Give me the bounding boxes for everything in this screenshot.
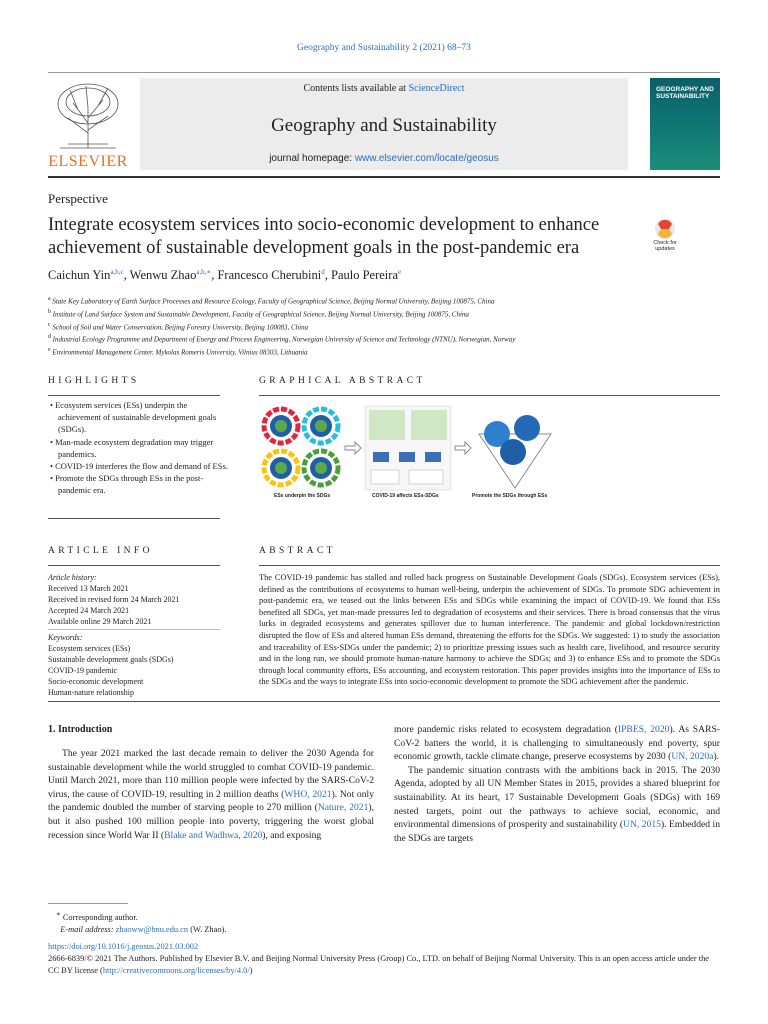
highlight-item: • Ecosystem services (ESs) underpin the achievement of sustainable development goals (SDGs).: [48, 399, 228, 436]
keyword-items: [48, 643, 228, 698]
keywords-label: Keywords:: [48, 633, 83, 642]
keyword-item[interactable]: Sustainable development goals (SDGs): [48, 655, 174, 664]
author-name[interactable]: Francesco Cherubini: [217, 268, 322, 283]
body-paragraph: The pandemic situation contrasts with the ambitions back in 2015. The 2030 Agenda, adopted by all UN Member States in 2015, provides a shared blueprint for sustainability. At its heart, 17 Sustainable Development Goals (SDGs) with 169 nested targets, point out the pathways to achieve social, economic, and environmental dimensions of prosperity and sustainability (UN, 2015). Embedded in the SDGs are targets: [394, 764, 720, 844]
author-affiliation-marker[interactable]: a,b,c: [110, 268, 124, 276]
history-item: Received 13 March 2021: [48, 584, 129, 593]
author-affiliation-marker[interactable]: e: [398, 268, 402, 276]
header-divider-bottom: [48, 176, 720, 178]
arrow-right-icon: [455, 442, 471, 454]
affiliation-item: $^d$ Industrial Ecology Programme and Department of Energy and Process Engineering, Norwegian University of Science and Technology (NTNU), Norwegian, Norway: [48, 334, 516, 344]
keyword-item[interactable]: COVID-19 pandemic: [48, 666, 118, 675]
check-updates-icon: [645, 218, 685, 240]
citation-link[interactable]: UN, 2020a: [671, 751, 714, 763]
header-divider-top: [48, 72, 720, 73]
check-for-updates-button[interactable]: Check for updates: [645, 218, 685, 262]
article-title: Integrate ecosystem services into socio-economic development to enhance achievement of sustainable development goals in the post-pandemic era: [48, 215, 600, 258]
promote-diagram: [479, 415, 551, 488]
affiliations: [48, 294, 720, 358]
body-paragraph: The year 2021 marked the last decade remain to deliver the 2030 Agenda for sustainable development while the world struggled to combat COVID-19 pandemic. Until March 2021, more than 110 million people were infected by the SARS-CoV-2 virus, the cause of COVID-19, resulting in 2 million deaths (WHO, 2021). Not only the pandemic doubled the number of starving people to 270 million (Nature, 2021), but it also pushed 100 million people into poverty, triggering the worst global recession since World War II (Blake and Wadhwa, 2020), and exposing: [48, 748, 374, 841]
email-link[interactable]: zhaoww@bnu.edu.cn: [115, 924, 189, 934]
highlights-heading: HIGHLIGHTS: [48, 376, 140, 386]
affiliation-item: $^e$ Environmental Management Center, Mykolas Romeris University, Vilnius 08303, Lithuania: [48, 347, 308, 357]
journal-reference[interactable]: Geography and Sustainability 2 (2021) 68–73: [297, 43, 471, 53]
keyword-item[interactable]: Socio-economic development: [48, 677, 144, 686]
highlight-item: • COVID-19 interferes the flow and demand of ESs.: [48, 460, 228, 472]
highlight-item: • Promote the SDGs through ESs in the post-pandemic era.: [48, 472, 228, 496]
homepage-line: journal homepage: www.elsevier.com/locate/geosus: [269, 153, 499, 164]
author-list: Caichun Yin$^{a,b,c}$, Wenwu Zhao$^{a,b,∗}$, Francesco Cherubini$^d$, Paulo Pereira$^e$: [48, 268, 402, 283]
affiliation-item: $^a$ State Key Laboratory of Earth Surface Processes and Resource Ecology, Faculty of Geographical Science, Beijing Normal University, Beijing 100875, China: [48, 296, 495, 306]
highlights-list: [48, 399, 228, 497]
footnote: ∗ Corresponding author. E-mail address: zhaoww@bnu.edu.cn (W. Zhao).: [56, 910, 227, 934]
journal-title: Geography and Sustainability: [271, 115, 497, 136]
arrow-right-icon: [345, 442, 361, 454]
highlights-divider-bottom: [48, 518, 220, 519]
author-affiliation-marker[interactable]: d: [321, 268, 325, 276]
author-name[interactable]: Paulo Pereira: [331, 268, 398, 283]
body-column-right: [394, 723, 720, 845]
graphical-abstract-divider: [259, 395, 720, 396]
article-info-heading: ARTICLE INFO: [48, 546, 153, 556]
graphical-abstract-caption: ESs underpin the SDGs: [274, 493, 331, 499]
keyword-item[interactable]: Ecosystem services (ESs): [48, 644, 131, 653]
author-name[interactable]: Wenwu Zhao: [129, 268, 197, 283]
keywords-divider: [48, 629, 220, 630]
journal-cover-image: GEOGRAPHY AND SUSTAINABILITY: [650, 78, 720, 170]
history-items: [48, 583, 228, 627]
citation-link[interactable]: WHO, 2021: [284, 788, 332, 800]
contents-line: Contents lists available at ScienceDirect: [303, 83, 465, 94]
abstract-heading: ABSTRACT: [259, 546, 336, 556]
citation-link[interactable]: Nature, 2021: [317, 802, 369, 814]
citation-link[interactable]: IPBES, 2020: [617, 724, 670, 735]
history-item: Accepted 24 March 2021: [48, 606, 130, 615]
body-column-left: [48, 747, 374, 842]
graphical-abstract-figure: [259, 404, 559, 504]
article-type: Perspective: [48, 191, 108, 206]
keyword-item[interactable]: Human-nature relationship: [48, 688, 134, 697]
publisher-name: ELSEVIER: [48, 153, 128, 170]
author-affiliation-marker[interactable]: a,b,∗: [196, 268, 212, 276]
abstract-text: The COVID-19 pandemic has stalled and rolled back progress on Sustainable Development Goals (SDGs). Ecosystem services (ESs), defined as the contributions of ecosystems to human well-being, underpin the achievement of SDGs. To promote SDG achievement in post-pandemic era, we teased out the links between ESs and SDGs while examining the impact of COVID-19. We found that ESs benefited all SDGs, yet man-made pressures led to degradation of ecosystems and their services. There is broad consensus that the virus lurks in degraded ecosystems and generates spillover due to human interference. The pandemic and global lockdown/restriction disrupted the flow of ESs and altered human ESs demand, threatening the efforts for the SDGs. We suggested: 1) to study the association and traceability of ESs-SDGs under the pandemic; 2) to prioritize pressing issues such as health care, livelihood, and resource security and in the long run, we should promote human-nature harmony to achieve the SDGs; and 3) to enhance ESs and to promote the SDGs through local community efforts, ESs accounting, and ecosystem restoration. This paper provides insights into the importance of ESs to the SDGs and the ways to integrate ESs into socio-economic development to promote the SDG achievement after the pandemic.: [259, 573, 720, 687]
author-name[interactable]: Caichun Yin: [48, 268, 111, 283]
graphical-abstract-caption: Promote the SDGs through ESs: [472, 493, 548, 499]
highlights-divider: [48, 395, 220, 396]
covid-diagram: [365, 406, 451, 490]
body-paragraph: more pandemic risks related to ecosystem degradation (IPBES, 2020). As SARS-CoV-2 batters the world, it is challenging to simultaneously end poverty, spur economic growth, tackle climate change, preserve ecosystems by 2030 (UN, 2020a).: [394, 724, 720, 763]
highlight-item: • Man-made ecosystem degradation may trigger pandemics.: [48, 436, 228, 460]
abstract-divider: [259, 565, 720, 566]
citation-link[interactable]: Blake and Wadhwa, 2020: [164, 829, 263, 841]
history-item: Received in revised form 24 March 2021: [48, 595, 180, 604]
history-item: Available online 29 March 2021: [48, 617, 152, 626]
sciencedirect-link[interactable]: ScienceDirect: [408, 83, 465, 94]
article-info-divider: [48, 565, 220, 566]
history-label: Article history:: [48, 573, 97, 582]
doi-link[interactable]: https://doi.org/10.1016/j.geosus.2021.03.002: [48, 942, 199, 951]
graphical-abstract-caption: COVID-19 affects ESs-SDGs: [372, 493, 439, 499]
abstract-divider-bottom: [48, 701, 720, 702]
article-history: [48, 572, 228, 627]
license-link[interactable]: http://creativecommons.org/licenses/by/4.0/: [102, 966, 250, 975]
affiliation-item: $^c$ School of Soil and Water Conservation, Beijing Forestry University, Beijing 100083, China: [48, 321, 309, 331]
keywords: [48, 632, 228, 698]
affiliation-item: $^b$ Institute of Land Surface System and Sustainable Development, Faculty of Geographical Science, Beijing Normal University, Beijing 100875, China: [48, 308, 469, 319]
introduction-heading: 1. Introduction: [48, 724, 113, 735]
footnote-divider: [48, 903, 128, 904]
journal-homepage-link[interactable]: www.elsevier.com/locate/geosus: [354, 153, 499, 164]
page-footer: https://doi.org/10.1016/j.geosus.2021.03.002 2666-6839/© 2021 The Authors. Published by Elsevier B.V. and Beijing Normal University Press (Group) Co., LTD. on behalf of Beijing Normal University. This is an open access article under the CC BY license (http://creativecommons.org/licenses/by/4.0/): [48, 942, 709, 975]
graphical-abstract-heading: GRAPHICAL ABSTRACT: [259, 376, 426, 386]
citation-link[interactable]: UN, 2015: [623, 819, 661, 831]
sdg-wheels: [264, 409, 338, 485]
